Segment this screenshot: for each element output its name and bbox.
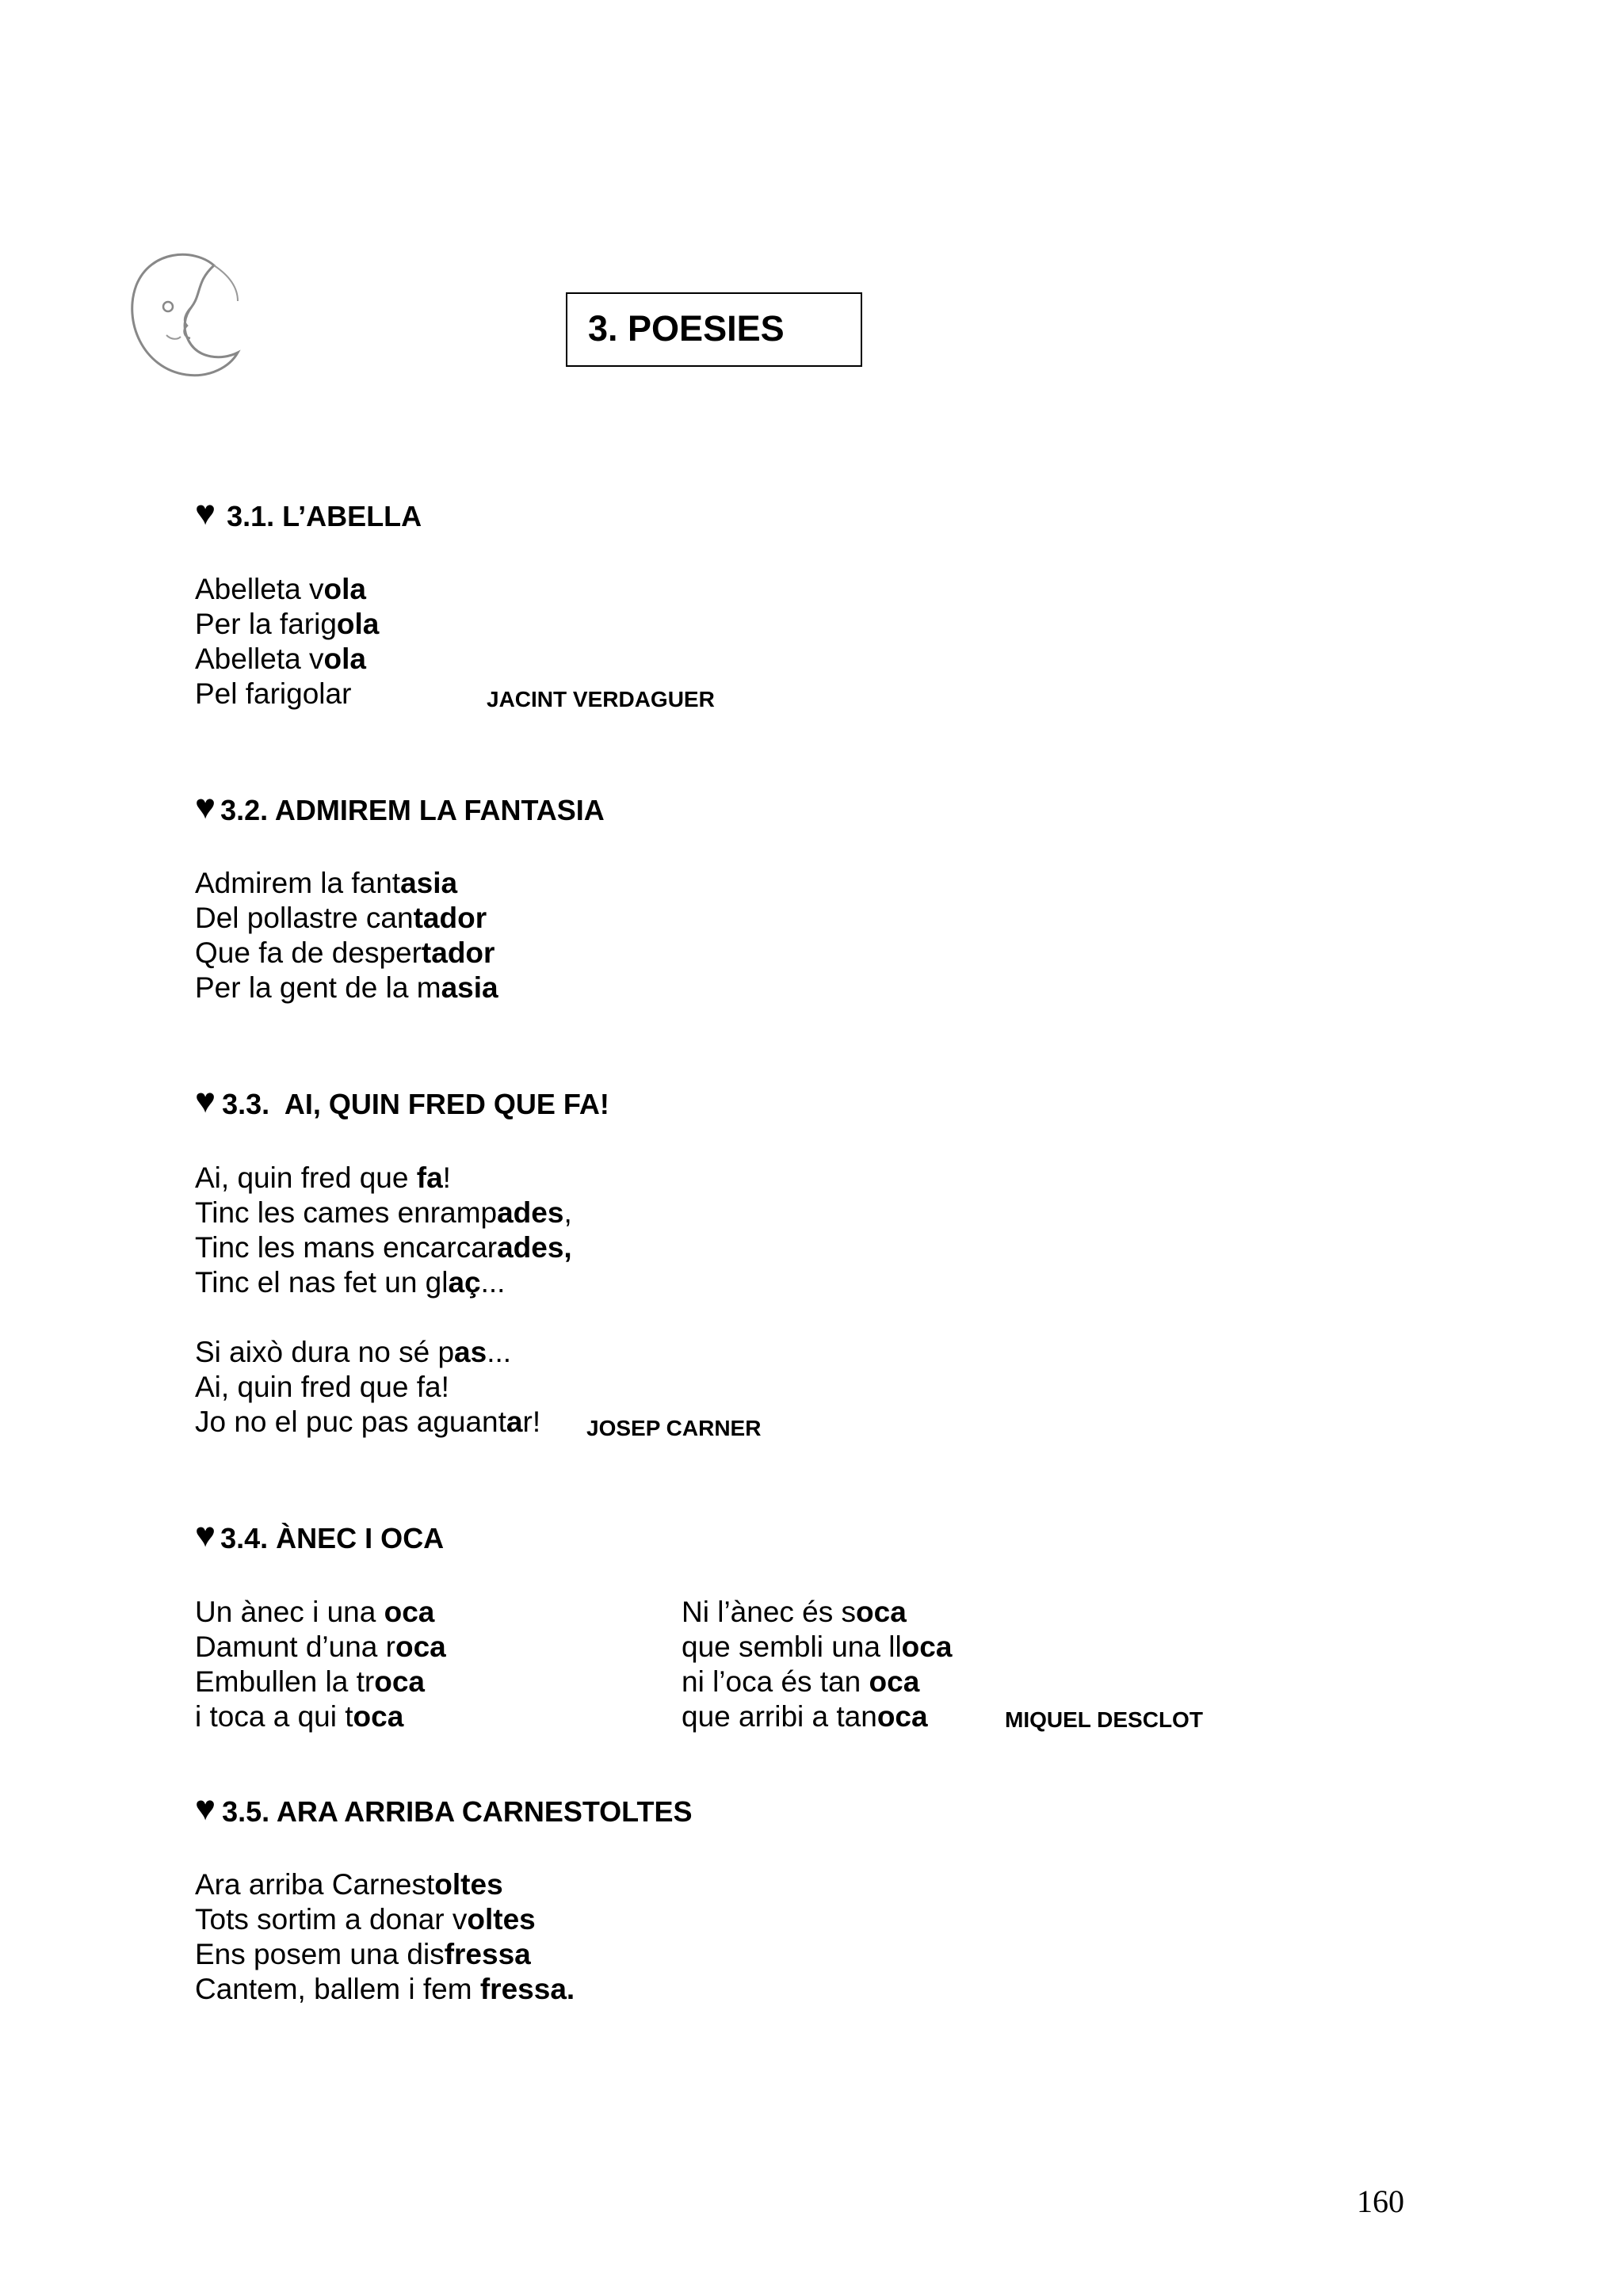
poem-line: Abelleta vola — [195, 573, 366, 605]
heart-icon: ♥ — [195, 1789, 216, 1828]
poem-author: MIQUEL DESCLOT — [1005, 1707, 1203, 1732]
poem-stanza — [195, 1161, 572, 1300]
poem-line: Admirem la fantasia — [195, 867, 458, 899]
poem-stanza — [195, 866, 498, 1005]
poem-line: que arribi a tanoca — [682, 1700, 928, 1733]
poem-line: Ara arriba Carnestoltes — [195, 1868, 503, 1901]
chapter-title: 3. POESIES — [588, 308, 785, 349]
poem-line: Embullen la troca — [195, 1665, 425, 1698]
poem-line: Tinc les cames enrampades, — [195, 1196, 572, 1229]
page-number: 160 — [1357, 2183, 1404, 2219]
poem-line: Jo no el puc pas aguantar! — [195, 1405, 541, 1438]
crescent-moon-face-icon — [119, 242, 246, 384]
poem-author: JACINT VERDAGUER — [487, 687, 715, 711]
poem-line: Per la gent de la masia — [195, 971, 498, 1004]
poem-line: Pel farigolar — [195, 677, 352, 710]
section-heading: ♥ 3.3. AI, QUIN FRED QUE FA! — [195, 1081, 609, 1120]
poem-line: Ai, quin fred que fa! — [195, 1161, 451, 1194]
poem-line: Del pollastre cantador — [195, 902, 487, 934]
poem-stanza-right — [682, 1595, 952, 1734]
poem-line: Ens posem una disfressa — [195, 1938, 531, 1970]
poem-line: Tinc les mans encarcarades, — [195, 1231, 572, 1264]
poem-line: ni l’oca és tan oca — [682, 1665, 920, 1698]
poem-line: Cantem, ballem i fem fressa. — [195, 1973, 575, 2005]
poem-line: Tots sortim a donar voltes — [195, 1903, 536, 1936]
poem-stanza — [195, 1595, 446, 1734]
poem-stanza — [195, 1867, 575, 2007]
section-heading: ♥ 3.4. ÀNEC I OCA — [195, 1516, 445, 1554]
poem-line: Damunt d’una roca — [195, 1630, 446, 1663]
poem-line: Que fa de despertador — [195, 936, 495, 969]
poem-line: Si això dura no sé pas... — [195, 1336, 512, 1368]
poem-line: Per la farigola — [195, 608, 380, 640]
heart-icon: ♥ — [195, 494, 216, 532]
poem-author: JOSEP CARNER — [586, 1416, 762, 1440]
poem-line: Ni l’ànec és soca — [682, 1596, 907, 1628]
poem-line: Abelleta vola — [195, 643, 366, 675]
poem-line: que sembli una lloca — [682, 1630, 953, 1663]
poem-line: Un ànec i una oca — [195, 1596, 435, 1628]
poem-stanza — [195, 1335, 540, 1440]
section-heading: ♥ 3.5. ARA ARRIBA CARNESTOLTES — [195, 1789, 693, 1828]
heart-icon: ♥ — [195, 1081, 216, 1120]
chapter-title-box — [566, 292, 862, 367]
poem-stanza — [195, 572, 379, 711]
heart-icon: ♥ — [195, 788, 216, 826]
poem-line: Ai, quin fred que fa! — [195, 1371, 449, 1403]
section-heading: ♥ 3.1. L’ABELLA — [195, 494, 422, 532]
section-heading: ♥ 3.2. ADMIREM LA FANTASIA — [195, 788, 605, 826]
poem-line: i toca a qui toca — [195, 1700, 404, 1733]
poem-line: Tinc el nas fet un glaç... — [195, 1266, 506, 1299]
heart-icon: ♥ — [195, 1516, 216, 1554]
